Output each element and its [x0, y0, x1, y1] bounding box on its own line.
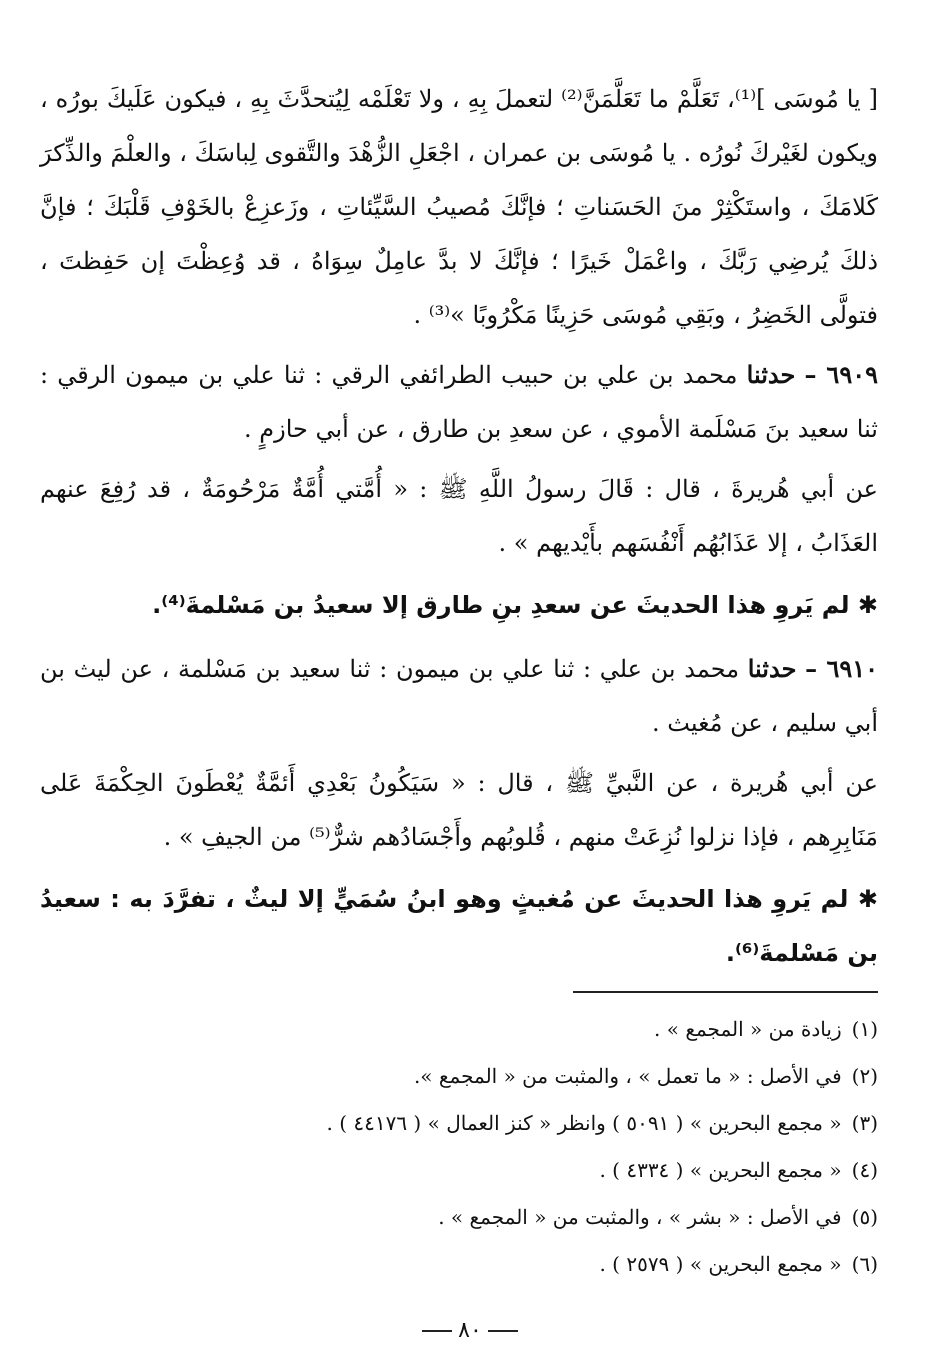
hadith-lead-word: حدثنا: [747, 654, 797, 683]
hadith-lead-word: حدثنا: [746, 360, 796, 389]
footnote-item: [40, 1241, 878, 1288]
paragraph-musa-khidr: [ يا مُوسَى ]⁽¹⁾، تَعَلَّمْ ما تَعَلَّمَنَّ⁽²⁾ لتعملَ بِهِ ، ولا تَعْلَمْه لِيُتحدَّثَ بِهِ ، فيكون عَلَيكَ بورُه ، ويكون لغَيْركَ نُورُه . يا مُوسَى بن عمران ، اجْعَلِ الزُّهْدَ والتَّقوى لِباسَكَ ، والعلْمَ والذِّكرَ كَلامَكَ ، واستَكْثِرْ منَ الحَسَناتِ ؛ فإنَّكَ مُصيبُ السَّيِّئاتِ ، وزَعزِعْ بالخَوْفِ قَلْبَكَ ؛ فإنَّ ذلكَ يُرضِي رَبَّكَ ، واعْمَلْ خَيرًا ؛ فإنَّكَ لا بدَّ عامِلٌ سِوَاهُ ، قد وُعِظْتَ إن حَفِظتَ ، فتولَّى الخَضِرُ ، وبَقِي مُوسَى حَزِينًا مَكْرُوبًا »⁽³⁾ .: [40, 85, 878, 329]
footnote-number: (٤): [851, 1158, 878, 1182]
hadith-number: ٦٩٠٩ –: [804, 360, 878, 389]
footnote-text: في الأصل : « بشر » ، والمثبت من « المجمع » .: [438, 1205, 842, 1229]
footnote-item: [40, 1147, 878, 1194]
hadith-number: ٦٩١٠ –: [805, 654, 878, 683]
page-number-value: ٨٠: [458, 1318, 482, 1343]
footnote-item: [40, 1053, 878, 1100]
page-number: [0, 1318, 940, 1343]
hadith-6910-note: ✱ لم يَروِ هذا الحديثَ عن مُغيثٍ وهو ابنُ سُمَيٍّ إلا ليثٌ ، تفرَّدَ به : سعيدُ بن مَسْلمةَ⁽⁶⁾.: [40, 885, 878, 967]
footnote-separator: [573, 991, 878, 993]
dash-right: [422, 1330, 452, 1332]
main-text: [40, 72, 878, 980]
footnote-text: « مجمع البحرين » ( ٤٣٣٤ ) .: [599, 1158, 842, 1182]
footnote-number: (٢): [851, 1064, 878, 1088]
footnotes: [40, 1006, 878, 1288]
footnote-number: (٦): [851, 1252, 878, 1276]
hadith-6909-matn: عن أبي هُريرةَ ، قال : قَالَ رسولُ اللَّهِ ﷺ : « أُمَّتي أُمَّةٌ مَرْحُومَةٌ ، قد رُفِعَ عنهم العَذَابُ ، إلا عَذَابُهُم أَنْفُسَهم بأَيْديهم » .: [40, 475, 878, 557]
footnote-item: [40, 1006, 878, 1053]
hadith-6909-isnad: [40, 348, 878, 456]
hadith-6909-note: ✱ لم يَروِ هذا الحديثَ عن سعدِ بنِ طارق إلا سعيدُ بن مَسْلمةَ⁽⁴⁾.: [152, 591, 878, 619]
footnote-text: « مجمع البحرين » ( ٢٥٧٩ ) .: [599, 1252, 842, 1276]
footnote-number: (٥): [851, 1205, 878, 1229]
footnote-number: (١): [851, 1017, 878, 1041]
footnote-item: [40, 1100, 878, 1147]
footnote-text: زيادة من « المجمع » .: [654, 1017, 842, 1041]
hadith-6910-isnad: [40, 642, 878, 750]
footnote-text: في الأصل : « ما تعمل » ، والمثبت من « المجمع ».: [413, 1064, 842, 1088]
footnote-number: (٣): [851, 1111, 878, 1135]
isnad-text: محمد بن علي : ثنا علي بن ميمون : ثنا سعيد بن مَسْلمة ، عن ليث بن أبي سليم ، عن مُغيث .: [40, 655, 878, 737]
footnote-text: « مجمع البحرين » ( ٥٠٩١ ) وانظر « كنز العمال » ( ٤٤١٧٦ ) .: [326, 1111, 842, 1135]
hadith-6910-matn: عن أبي هُريرة ، عن النَّبيِّ ﷺ ، قال : « سَيَكُونُ بَعْدِي أَئمَّةٌ يُعْطَونَ الحِكْمَةَ عَلى مَنَابِرِهم ، فإذا نزلوا نُزِعَتْ منهم ، قُلوبُهم وأَجْسَادُهم شرٌّ⁽⁵⁾ من الجيفِ » .: [40, 769, 878, 851]
isnad-text: محمد بن علي بن حبيب الطرائفي الرقي : ثنا علي بن ميمون الرقي : ثنا سعيد بنَ مَسْلَمة الأموي ، عن سعدِ بن طارق ، عن أبي حازمٍ .: [40, 361, 878, 443]
footnote-item: [40, 1194, 878, 1241]
dash-left: [488, 1330, 518, 1332]
